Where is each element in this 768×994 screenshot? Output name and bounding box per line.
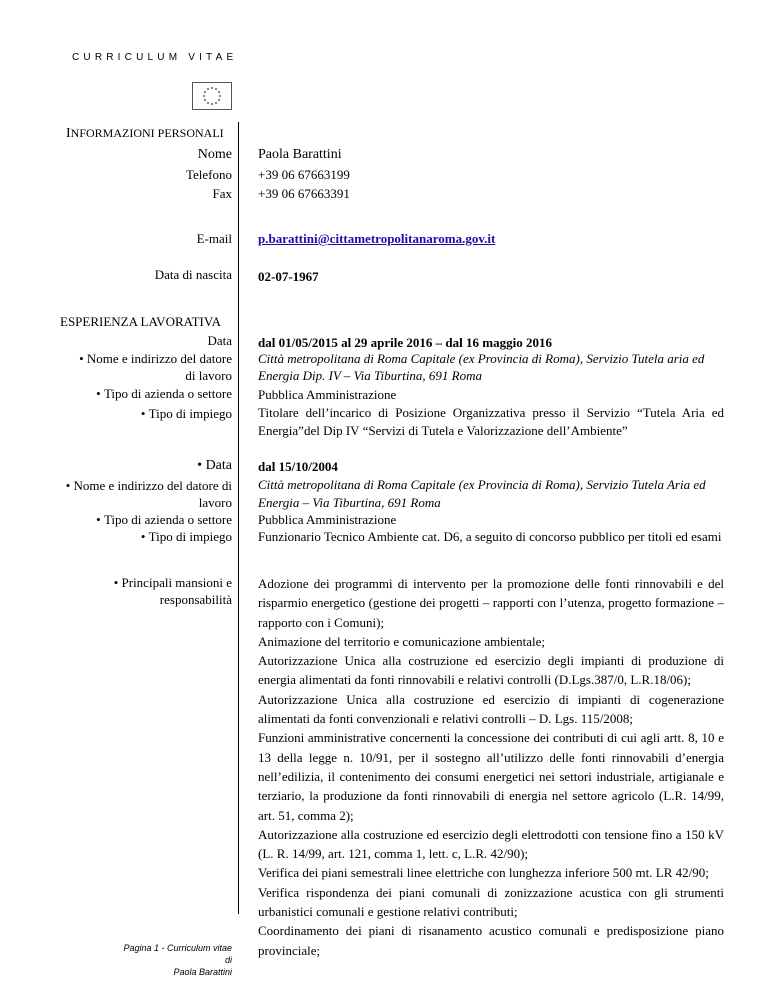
job1-type-label: • Tipo di impiego xyxy=(52,405,232,422)
job1-sector: Pubblica Amministrazione xyxy=(258,387,397,402)
job1-sector-label: • Tipo di azienda o settore xyxy=(52,385,232,402)
fax-label: Fax xyxy=(212,186,232,201)
email-link[interactable]: p.barattini@cittametropolitanaroma.gov.it xyxy=(258,231,496,246)
phone-label: Telefono xyxy=(185,167,232,182)
cv-title: CURRICULUM VITAE xyxy=(72,52,238,63)
name-value: Paola Barattini xyxy=(258,147,342,162)
job2-date: dal 15/10/2004 xyxy=(258,459,338,474)
job2-type: Funzionario Tecnico Ambiente cat. D6, a seguito di concorso pubblico per titoli ed esami xyxy=(258,529,722,544)
job1-date: dal 01/05/2015 al 29 aprile 2016 – dal 16 maggio 2016 xyxy=(258,335,552,350)
job1-type: Titolare dell’incarico di Posizione Organizzativa presso il Servizio “Tutela Aria ed Energia”del Dip IV “Servizi di Tutela e Valorizzazione dell’Ambiente” xyxy=(258,405,724,438)
job2-sector-label: • Tipo di azienda o settore xyxy=(52,511,232,528)
job2-type-label: • Tipo di impiego xyxy=(52,528,232,545)
job2-duties-label: • Principali mansioni e responsabilità xyxy=(52,574,232,608)
phone-value: +39 06 67663199 xyxy=(258,167,350,182)
email-label: E-mail xyxy=(196,231,232,246)
job1-employer-label: • Nome e indirizzo del datore di lavoro xyxy=(52,350,232,384)
eu-flag-icon xyxy=(192,82,232,110)
fax-value: +39 06 67663391 xyxy=(258,186,350,201)
birth-label: Data di nascita xyxy=(154,267,232,282)
birth-value: 02-07-1967 xyxy=(258,269,319,284)
job1-employer: Città metropolitana di Roma Capitale (ex Provincia di Roma), Servizio Tutela aria ed Energia Dip. IV – Via Tiburtina, 691 Roma xyxy=(258,351,705,383)
job2-date-label: • Data xyxy=(52,457,232,474)
job2-sector: Pubblica Amministrazione xyxy=(258,512,397,527)
job2-duties: Adozione dei programmi di intervento per la promozione delle fonti rinnovabili e del risparmio energetico (gestione dei progetti – rapporti con l’utenza, progetto formazione – rapporto con i Comuni); Animazione del territorio e comunicazione ambientale; Autorizzazione Unica alla costruzione ed esercizio degli impianti di produzione di energia alimentati da fonti rinnovabili e relativi controlli (D.Lgs.387/0, L.R.18/06); Autorizzazione Unica alla costruzione ed esercizio di impianti di cogenerazione alimentati da fonti convenzionali e relativi controlli – D. Lgs. 115/2008; Funzioni amministrative concernenti la concessione dei contributi di cui agli artt. 8, 10 e 13 della legge n. 10/91, per il sostegno all’utilizzo delle fonti rinnovabili d’energia nell’edilizia, il contenimento dei consumi energetici nei settori industriale, artigianale e terziario, la produzione da fonti rinnovabili di energia nel settore agricolo (L.R. 14/99, art. 51, comma 2); Autorizzazione alla costruzione ed esercizio degli elettrodotti con tensione fino a 150 kV (L. R. 14/99, art. 121, comma 1, lett. c, L.R. 42/90); Verifica dei piani semestrali linee elettriche con lunghezza inferiore 500 mt. LR 42/90; Verifica rispondenza dei piani comunali di zonizzazione acustica con gli strumenti urbanistici comunali e gestione relativi contributi; Coordinamento dei piani di risanamento acustico comunali e predisposizione piano provinciale; xyxy=(258,576,724,958)
section-personal-title: INFORMAZIONI PERSONALI xyxy=(66,126,224,141)
page-footer: Pagina 1 - Curriculum vitae di Paola Barattini xyxy=(123,943,232,977)
column-divider xyxy=(238,122,239,914)
job1-date-label: Data xyxy=(207,333,232,348)
name-label: Nome xyxy=(197,147,232,162)
section-experience-title: ESPERIENZA LAVORATIVA xyxy=(60,314,221,329)
job2-employer-label: • Nome e indirizzo del datore di lavoro xyxy=(52,477,232,511)
job2-employer: Città metropolitana di Roma Capitale (ex Provincia di Roma), Servizio Tutela Aria ed Energia – Via Tiburtina, 691 Roma xyxy=(258,477,706,510)
